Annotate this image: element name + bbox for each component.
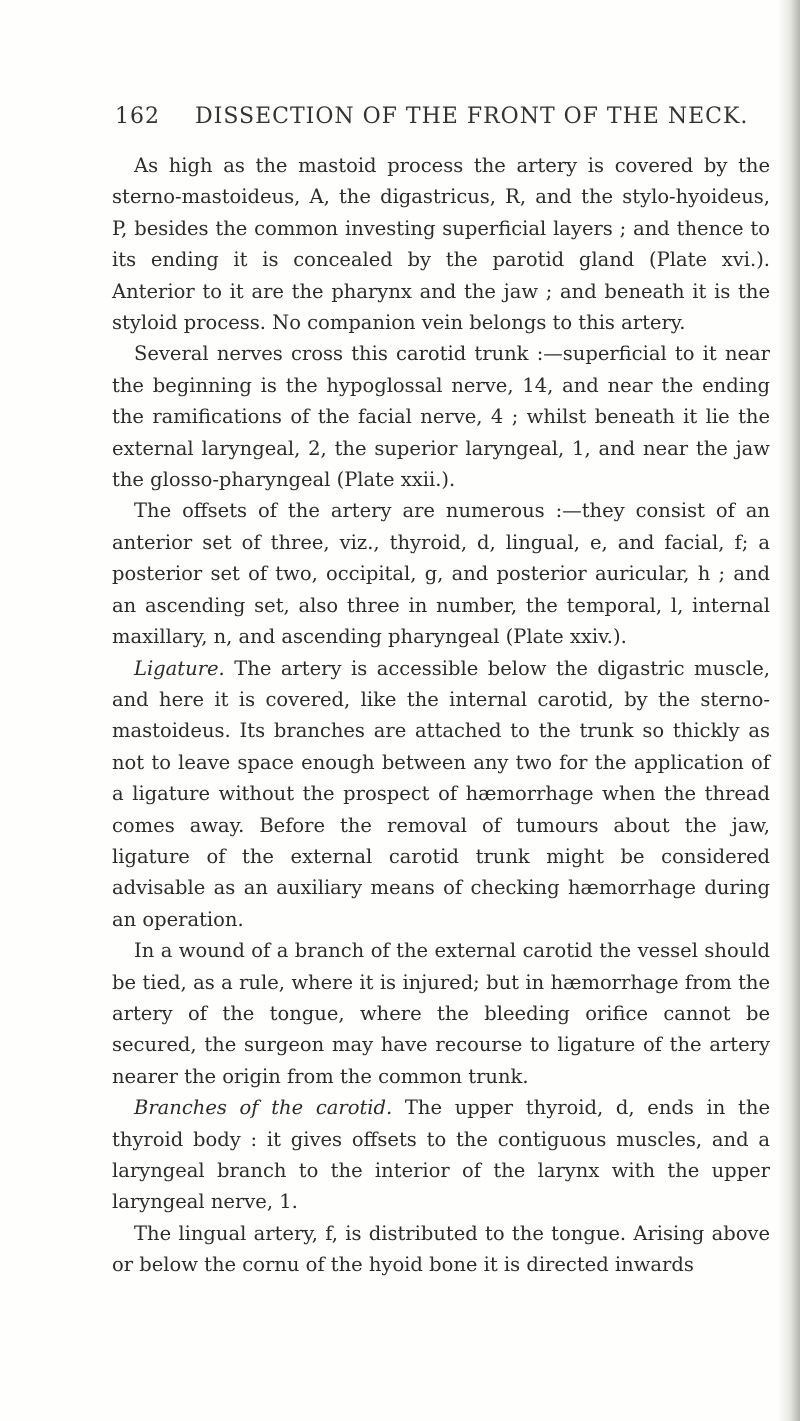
paragraph-wound: [112, 935, 770, 1092]
paragraph-text: As high as the mastoid process the artery is covered by the sterno-mastoideus, A, the digastricus, R, and the stylo-hyoideus, P, besides the common investing superficial layers ; and thence to its ending it is concealed by the parotid gland (Plate xvi.). Anterior to it are the pharynx and the jaw ; and beneath it is the styloid process. No companion vein belongs to this artery.: [112, 154, 770, 335]
running-title: DISSECTION OF THE FRONT OF THE NECK.: [195, 104, 749, 129]
paragraph-lingual: [112, 1218, 770, 1281]
paragraph-lead: Ligature.: [134, 656, 225, 680]
paragraph-lead: Branches of the carotid.: [134, 1096, 393, 1120]
paragraph-text: The offsets of the artery are numerous :—they consist of an anterior set of three, viz., thyroid, d, lingual, e, and facial, f; a posterior set of two, occipital, g, and posterior auricular, h ; and an ascending set, also three in number, the temporal, l, internal maxillary, n, and ascending pharyngeal (Plate xxiv.).: [112, 499, 770, 649]
paragraph-text: The lingual artery, f, is distributed to the tongue. Arising above or below the cornu of the hyoid bone it is directed inwards: [112, 1221, 770, 1277]
paragraph-course: [112, 150, 770, 338]
body-text: [112, 150, 770, 1281]
paragraph-ligature: [112, 653, 770, 936]
paragraph-text: In a wound of a branch of the external carotid the vessel should be tied, as a rule, where it is injured; but in hæmorrhage from the artery of the tongue, where the bleeding orifice cannot be secured, the surgeon may have recourse to ligature of the artery nearer the origin from the common trunk.: [112, 939, 770, 1088]
page-edge-shadow: [778, 0, 800, 1421]
paragraph-nerves: [112, 338, 770, 495]
running-head: [115, 104, 755, 134]
paragraph-offsets: [112, 495, 770, 652]
paragraph-text: The artery is accessible below the digastric muscle, and here it is covered, like the internal carotid, by the sterno-mastoideus. Its branches are attached to the trunk so thickly as not to leave space enough between any two for the application of a ligature without the prospect of hæmorrhage when the thread comes away. Before the removal of tumours about the jaw, ligature of the external carotid trunk might be considered advisable as an auxiliary means of checking hæmorrhage during an operation.: [112, 656, 770, 931]
paragraph-branches: [112, 1092, 770, 1218]
paragraph-text: The upper thyroid, d, ends in the thyroid body : it gives offsets to the contiguous muscles, and a laryngeal branch to the interior of the larynx with the upper laryngeal nerve, 1.: [112, 1096, 770, 1214]
page-number: 162: [115, 104, 160, 129]
paragraph-text: Several nerves cross this carotid trunk :—superficial to it near the beginning is the hypoglossal nerve, 14, and near the ending the ramifications of the facial nerve, 4 ; whilst beneath it lie the external laryngeal, 2, the superior laryngeal, 1, and near the jaw the glosso-pharyngeal (Plate xxii.).: [112, 342, 770, 492]
